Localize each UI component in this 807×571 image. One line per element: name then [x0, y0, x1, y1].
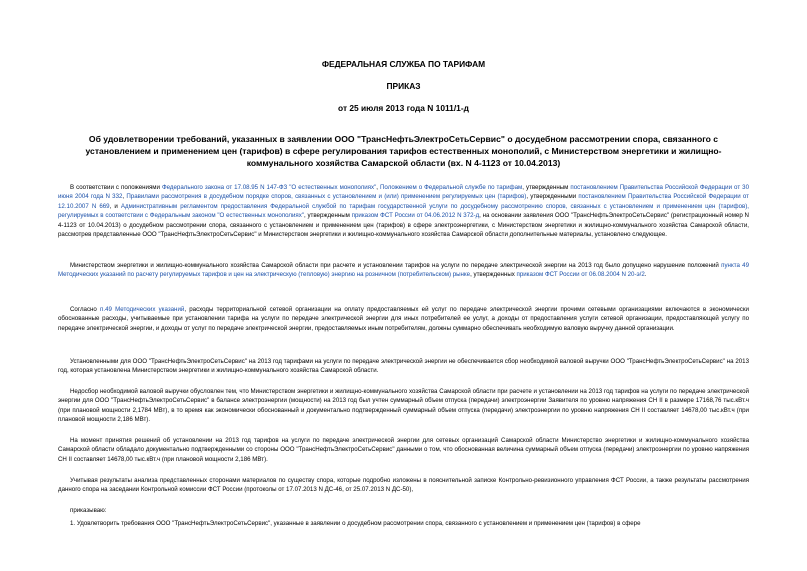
- text-span: , утвержденных: [470, 271, 517, 279]
- link-dispute-rules[interactable]: Правилами рассмотрения в досудебном порядке споров, связанных с установлением и (или) применением регулируемых цен (тарифов): [126, 193, 527, 201]
- text-span: , на основании заявления ООО "ТрансНефтьЭлектроСетьСервис" (регистрационный номер N 4-1123 от 10.04.2013) о досудебном рассмотрении спора, связанного с установлением и применением цен (тарифов) в сфере электроэнергетики, с Министерством энергетики и жилищно-коммунального хозяйства Самарской области, рассмотрев представленные ООО "ТрансНефтьЭлектроСетьСервис" и Министерством энергетики и жилищно-коммунального хозяйства Самарской области дополнительные материалы, установлено следующее.: [58, 212, 749, 239]
- link-fst-order-372d[interactable]: приказом ФСТ России от 04.06.2012 N 372-д: [351, 212, 480, 220]
- document-title: Об удовлетворении требований, указанных в заявлении ООО "ТрансНефтьЭлектроСетьСервис" о досудебном рассмотрении спора, связанного с установлением и применением цен (тарифов) в сфере регулирования тарифов естественных монополий, с Министерством энергетики и жилищно-коммунального хозяйства Самарской области (вх. N 4-1123 от 10.04.2013): [85, 134, 722, 168]
- text-span: ,: [376, 184, 380, 191]
- paragraph-analysis-results: Учитывая результаты анализа представленных сторонами материалов по существу спора, которые подробно изложены в пояснительной записке Контрольно-ревизионного управления ФСТ России, а также результаты рассмотрения данного спора на заседании Контрольной комиссии ФСТ России (протоколы от 17.07.2013 N ДС-46, от 25.07.2013 N ДС-50),: [58, 477, 749, 494]
- document-date-number: от 25 июля 2013 года N 1011/1-д: [338, 103, 469, 113]
- link-administrative-regulation[interactable]: Административным регламентом предоставления Федеральной службой по тарифам государственной услуги по досудебному рассмотрению споров, связанных с установлением и применением цен (тарифов), регулируемых в соответствии с Федеральным законом "О естественных монополиях": [58, 202, 749, 220]
- text-span: Министерством энергетики и жилищно-коммунального хозяйства Самарской области при расчете и установлении тарифов на услуги по передаче электрической энергии на 2013 год было допущено нарушение положений: [70, 262, 722, 269]
- paragraph-decision-moment: На момент принятия решений об установлении на 2013 год тарифов на услуги по передаче электрической энергии для сетевых организаций Самарской области Министерство энергетики и жилищно-коммунального хозяйства Самарской области обладало документально подтвержденными со стороны ООО "ТрансНефтьЭлектроСетьСервис" данными о том, что обоснованная величина суммарный объем отпуска (передачи) электроэнергии по уровню напряжения СН II составляет 14678,00 тыс.кВт.ч (при плановой мощности 2,186 МВт).: [58, 437, 749, 463]
- link-fst-regulation[interactable]: Положением о Федеральной службе по тарифам: [380, 184, 523, 191]
- text-span: ,: [122, 193, 127, 201]
- text-span: , и: [109, 202, 121, 210]
- agency-heading: ФЕДЕРАЛЬНАЯ СЛУЖБА ПО ТАРИФАМ: [321, 59, 486, 69]
- link-government-decree-332[interactable]: постановлением Правительства Российской Федерации от 30 июня 2004 года N 332: [58, 184, 749, 201]
- text-span: , расходы территориальной сетевой организации на оплату предоставляемых ей услуг по передаче электрической энергии прочими сетевыми организациями включаются в экономически обоснованные расходы, учитываемые при установлении тарифа на услуги по передаче электрической энергии для иных потребителей ее услуг, а доходы от предоставления услуги сетевой организации, предоставляющей услугу по передаче электрической энергии, и доходы от услуг по передаче электрической энергии, предоставляемых иным потребителям, должны суммарно обеспечивать необходимую валовую выручку данной организации.: [58, 306, 749, 332]
- text-span: , утвержденным: [303, 212, 352, 220]
- document-type-heading: ПРИКАЗ: [386, 81, 421, 91]
- text-span: Согласно: [70, 306, 101, 313]
- text-span: .: [644, 271, 647, 279]
- paragraph-shortfall-reason: Недосбор необходимой валовой выручки обусловлен тем, что Министерством энергетики и жилищно-коммунального хозяйства Самарской области при расчете и установлении на 2013 год тарифов на услуги по передаче электрической энергии для ООО "ТрансНефтьЭлектроСетьСервис" в балансе электроэнергии (мощности) на 2013 год был учтен суммарный объем отпуска (передачи) электроэнергии Заявителя по уровню напряжения СН II в размере 17168,76 тыс.кВт.ч (при плановой мощности 2,1784 МВт), в то время как экономически обоснованный и документально подтвержденный суммарный объем отпуска (передачи) электроэнергии по уровню напряжения СН II составляет 14678,00 тыс.кВт.ч (при плановой мощности 2,186 МВт).: [58, 388, 749, 424]
- paragraph-item-1: 1. Удовлетворить требования ООО "ТрансНефтьЭлектроСетьСервис", указанные в заявлении о досудебном рассмотрении спора, связанного с установлением и применением цен (тарифов) в сфере: [70, 520, 641, 527]
- paragraph-legal-basis: [58, 183, 749, 239]
- link-fst-order-20e2[interactable]: приказом ФСТ России от 06.08.2004 N 20-э/2: [516, 271, 645, 279]
- paragraph-violation: [58, 261, 749, 280]
- text-span: , утвержденным: [522, 184, 571, 191]
- paragraph-guidelines-p49: [58, 305, 749, 333]
- paragraph-tariff-shortfall: Установленными для ООО "ТрансНефтьЭлектроСетьСервис" на 2013 год тарифами на услуги по передаче электрической энергии не обеспечивается сбор необходимой валовой выручки ООО "ТрансНефтьЭлектроСетьСервис" на 2013 год, которая установлена Министерством энергетики и жилищно-коммунального хозяйства Самарской области.: [58, 358, 749, 375]
- paragraph-order-word: приказываю:: [70, 507, 107, 514]
- link-guidelines-p49[interactable]: п.49 Методических указаний: [100, 306, 185, 313]
- text-span: , утвержденными: [526, 193, 579, 201]
- link-government-decree-669[interactable]: постановлением Правительства Российской Федерации от 12.10.2007 N 669: [58, 193, 749, 210]
- text-span: В соответствии с положениями: [70, 184, 162, 191]
- link-federal-law-147fz[interactable]: Федерального закона от 17.08.95 N 147-ФЗ "О естественных монополиях": [161, 184, 377, 191]
- link-methodical-guidelines-p49[interactable]: пункта 49 Методических указаний по расчету регулируемых тарифов и цен на электрическую (тепловую) энергию на розничном (потребительском) рынке: [58, 262, 749, 279]
